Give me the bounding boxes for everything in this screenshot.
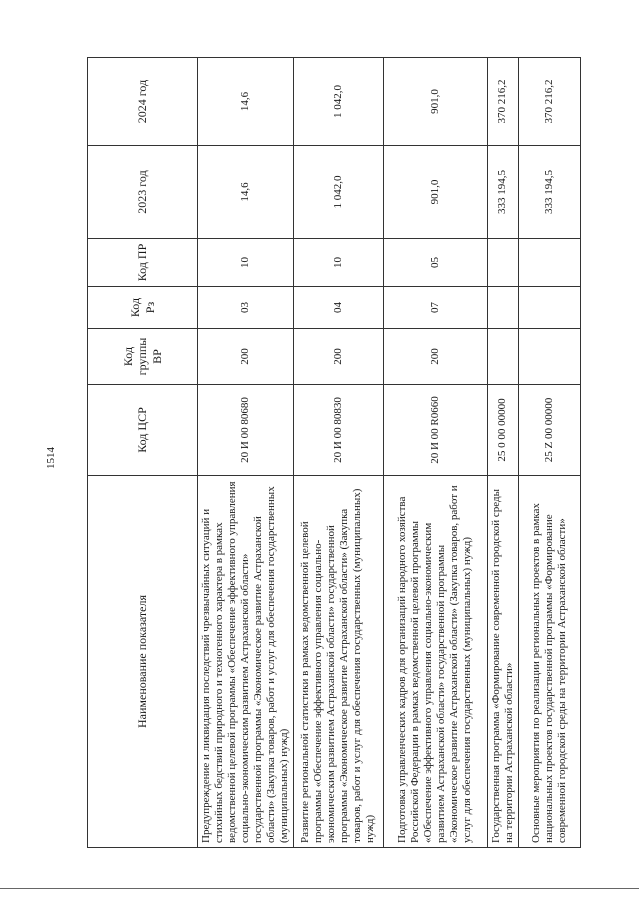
table-row (293, 58, 383, 848)
row-vr (487, 329, 518, 385)
row-name: Предупреждение и ликвидация последствий чрезвычайных ситуаций и стихийных бедствий природного и техногенного характера в рамках ведомственной целевой программы «Обеспечение эффективного управления социально-экономическим развитием Астраханской области» государственной программы «Экономическое развитие Астраханской области» (Закупка товаров, работ и услуг для обеспечения государственных (муниципальных) нужд) (198, 476, 294, 848)
row-rz: 03 (198, 287, 294, 329)
row-2023: 14,6 (198, 146, 294, 239)
row-csr: 20 И 00 R0660 (383, 385, 487, 476)
row-rz: 04 (293, 287, 383, 329)
row-pr: 10 (198, 239, 294, 287)
header-csr: Код ЦСР (88, 385, 198, 476)
row-2023: 1 042,0 (293, 146, 383, 239)
table-row (518, 58, 580, 848)
header-name: Наименование показателя (88, 476, 198, 848)
row-csr: 25 Z 00 00000 (518, 385, 580, 476)
row-pr: 10 (293, 239, 383, 287)
header-rz: Код Рз (88, 287, 198, 329)
table-row (198, 58, 294, 848)
row-2024: 901,0 (383, 58, 487, 146)
row-2023: 901,0 (383, 146, 487, 239)
row-pr (487, 239, 518, 287)
row-csr: 20 И 00 80680 (198, 385, 294, 476)
header-row (88, 58, 198, 848)
row-rz: 07 (383, 287, 487, 329)
row-vr: 200 (198, 329, 294, 385)
rotated-table-wrapper (87, 58, 568, 848)
row-2024: 1 042,0 (293, 58, 383, 146)
row-name: Развитие региональной статистики в рамках ведомственной целевой программы «Обеспечение эффективного управления социально-экономическим развитием Астраханской области» государственной программы «Экономическое развитие Астраханской области» (Закупка товаров, работ и услуг для обеспечения государственных (муниципальных) нужд) (293, 476, 383, 848)
row-csr: 20 И 00 80830 (293, 385, 383, 476)
table-row (383, 58, 487, 848)
row-csr: 25 0 00 00000 (487, 385, 518, 476)
row-vr: 200 (293, 329, 383, 385)
budget-table (87, 57, 581, 848)
row-2024: 14,6 (198, 58, 294, 146)
row-name: Подготовка управленческих кадров для организаций народного хозяйства Российской Федерации в рамках ведомственной целевой программы «Обеспечение эффективного управления социально-экономическим развитием Астраханской области» государственной программы «Экономическое развитие Астраханской области» (Закупка товаров, работ и услуг для обеспечения государственных (муниципальных) нужд) (383, 476, 487, 848)
row-vr: 200 (383, 329, 487, 385)
header-2024: 2024 год (88, 58, 198, 146)
table-row (487, 58, 518, 848)
row-2024: 370 216,2 (487, 58, 518, 146)
row-name: Государственная программа «Формирование современной городской среды на территории Астраханской области» (487, 476, 518, 848)
row-rz (518, 287, 580, 329)
row-pr (518, 239, 580, 287)
header-pr: Код ПР (88, 239, 198, 287)
row-name: Основные мероприятия по реализации региональных проектов в рамках национальных проектов государственной программы «Формирование современной городской среды на территории Астраханской области» (518, 476, 580, 848)
row-2023: 333 194,5 (487, 146, 518, 239)
row-pr: 05 (383, 239, 487, 287)
page-number: 1514 (45, 447, 57, 469)
row-2024: 370 216,2 (518, 58, 580, 146)
row-vr (518, 329, 580, 385)
row-rz (487, 287, 518, 329)
row-2023: 333 194,5 (518, 146, 580, 239)
header-vr: Код группы ВР (88, 329, 198, 385)
header-2023: 2023 год (88, 146, 198, 239)
footer-divider (0, 888, 639, 889)
